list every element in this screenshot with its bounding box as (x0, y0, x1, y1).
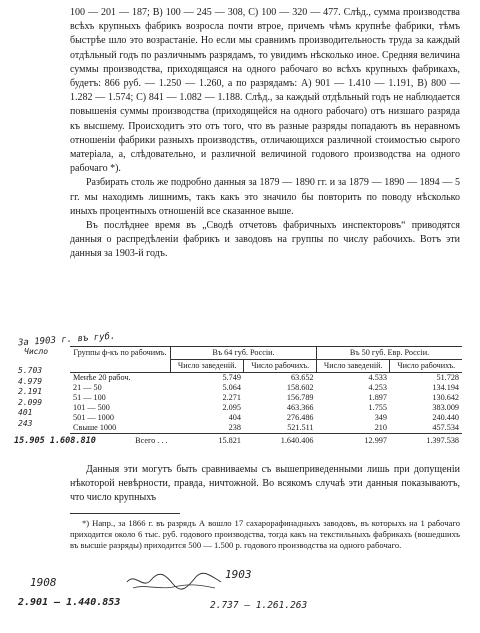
footnote (70, 518, 460, 551)
workers-header: Число рабочихъ. (390, 360, 462, 373)
paragraph: Въ послѣднее время въ „Сводѣ отчетовъ фабричныхъ инспекторовъ“ приводятся данныя о распредѣленіи фабрикъ и заводовъ на группы по числу рабочихъ. Вотъ эти данныя за 1903-й годъ. (70, 220, 460, 260)
table-row (70, 393, 462, 403)
table-row (70, 403, 462, 413)
cell-value: 51.728 (436, 373, 459, 382)
group-label: Свыше 1000 (73, 423, 117, 432)
cell-value: 1.897 (368, 393, 387, 402)
total-value: 15.821 (171, 434, 244, 447)
table-total-row (70, 434, 462, 447)
cell-value: 5.064 (222, 383, 241, 392)
handwritten-numbers: 2.737 — 1.261.263 (210, 600, 308, 611)
cell-value: 2.271 (222, 393, 241, 402)
cell-value: 158.602 (286, 383, 314, 392)
handwritten-scribble-icon (125, 570, 225, 592)
continuation-text (70, 463, 460, 506)
handwritten-numbers: 2.901 — 1.440.853 (18, 597, 121, 608)
group-column-header: Группы ф-къ по рабочимъ. (70, 347, 171, 373)
workers-header: Число рабочихъ. (244, 360, 317, 373)
total-value: 1.397.538 (390, 434, 462, 447)
cell-value: 4.533 (368, 373, 387, 382)
main-text (70, 6, 460, 262)
table-row (70, 383, 462, 393)
cell-value: 156.789 (286, 393, 314, 402)
group-label: 51 — 100 (73, 393, 106, 402)
handwritten-value: 4.979 (18, 376, 43, 386)
total-value: 12.997 (317, 434, 390, 447)
cell-value: 240.440 (432, 413, 459, 422)
handwritten-value: 243 (18, 418, 33, 428)
cell-value: 457.534 (432, 423, 459, 432)
handwritten-side-label: Число (24, 347, 49, 356)
cell-value: 349 (374, 413, 387, 422)
cell-value: 134.194 (432, 383, 459, 392)
handwritten-margin-column (18, 366, 42, 430)
footnote-divider (70, 513, 180, 514)
handwritten-year: 1908 (30, 576, 57, 589)
region-b-header: Въ 50 губ. Евр. Россіи. (317, 347, 462, 360)
handwritten-value: 2.099 (18, 397, 43, 407)
cell-value: 521.511 (287, 423, 314, 432)
cell-value: 463.366 (286, 403, 314, 412)
establishments-header: Число заведеній. (317, 360, 390, 373)
group-label: 21 — 50 (73, 383, 102, 392)
table-row (70, 413, 462, 423)
table-row (70, 373, 462, 384)
establishments-header: Число заведеній. (171, 360, 244, 373)
region-a-header: Въ 64 губ. Россіи. (171, 347, 317, 360)
handwritten-value: 401 (18, 408, 33, 418)
handwritten-year: 1903 (225, 568, 252, 581)
group-label: 101 — 500 (73, 403, 110, 412)
handwritten-total: 15.905 1.608.810 (14, 436, 96, 446)
cell-value: 1.755 (368, 403, 387, 412)
footnote-text: *) Напр., за 1866 г. въ разрядъ А вошло 17 сахарорафинадныхъ заводовъ, въ которыхъ на 1 рабочаго приходится около 6 тыс. руб. годового производства, тогда какъ на текстильныхъ фабрикахъ (вошедшихъ въ высшіе разряды) приходится 500 — 1.500 р. годового производства на одного рабочаго. (70, 518, 460, 550)
cell-value: 4.253 (368, 383, 387, 392)
cell-value: 210 (374, 423, 387, 432)
cell-value: 2.095 (222, 403, 241, 412)
factory-groups-table (70, 346, 462, 446)
paragraph: Разбирать столь же подробно данныя за 1879 — 1890 гг. и за 1879 — 1890 — 1894 — 5 гг. мы находимъ лишнимъ, такъ какъ это значило бы повторить по поводу нѣсколько иныхъ процентныхъ отношеній все сказанное выше. (70, 177, 460, 217)
cell-value: 130.642 (432, 393, 459, 402)
total-label: Всего . . . (70, 434, 171, 447)
handwritten-value: 2.191 (18, 387, 43, 397)
cell-value: 404 (228, 413, 241, 422)
paragraph: 100 — 201 — 187; B) 100 — 245 — 308, C) 100 — 320 — 477. Слѣд., сумма производства всѣхъ крупныхъ фабрикъ возросла почти втрое, причемъ чѣмъ крупнѣе фабрики, тѣмъ быстрѣе шло это возрастаніе. Но если мы сравнимъ производительность труда за каждый отдѣльный годъ по различнымъ разрядамъ, то увидимъ нѣсколько иное. Средняя величина суммы производства, приходящаяся на одного рабочаго во всѣхъ крупныхъ фабрикахъ, будетъ: 866 руб. — 1.250 — 1.260, а по разрядамъ: А) 901 — 1.410 — 1.191, B) 800 — 1.282 — 1.574; C) 841 — 1.082 — 1.188. Слѣд., за каждый отдѣльный годъ не наблюдается повышенія суммы производства (приходящейся на одного рабочаго) отъ низшаго разряда къ высшему. Происходитъ это отъ того, что въ разные разряды попадаютъ въ неравномъ отношеніи фабрики разныхъ производствъ, отличающихся различной стоимостью сырого матеріала, а, слѣдовательно, и различной величиной годового производства на одного рабочаго *). (70, 7, 460, 175)
handwritten-value: 5.703 (18, 366, 43, 375)
cell-value: 383.009 (432, 403, 459, 412)
paragraph: Данныя эти могутъ быть сравниваемы съ вышеприведенными лишь при допущеніи нѣкоторой невѣрности, правда, ничтожной. Во всякомъ случаѣ эти данныя показываютъ, что число крупныхъ (70, 464, 460, 504)
handwritten-note-top: За 1903 г. въ губ. (17, 331, 116, 349)
total-value: 1.640.406 (244, 434, 317, 447)
group-label: 501 — 1000 (73, 413, 114, 422)
cell-value: 63.652 (291, 373, 314, 382)
table-row (70, 423, 462, 434)
cell-value: 238 (228, 423, 241, 432)
cell-value: 5.749 (222, 373, 241, 382)
group-label: Менѣе 20 рабоч. (73, 373, 131, 382)
cell-value: 276.486 (286, 413, 314, 422)
